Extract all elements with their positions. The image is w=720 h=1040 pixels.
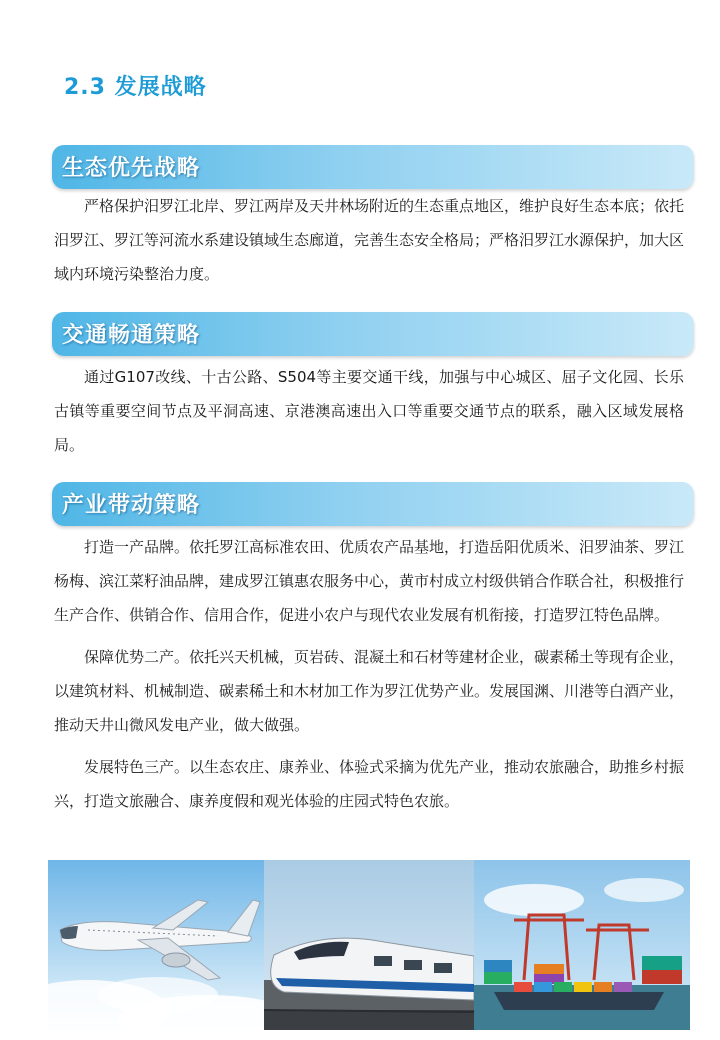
section-paragraph: 严格保护汨罗江北岸、罗江两岸及天井林场附近的生态重点地区，维护良好生态本底；依托汨罗江、罗江等河流水系建设镇域生态廊道，完善生态安全格局；严格汨罗江水源保护，加大区域内环境污染整治力度。 [54,197,685,283]
photo-strip [48,860,690,1030]
page-title: 2.3 发展战略 [64,75,207,100]
section-industry [52,482,694,818]
section-traffic [52,312,694,462]
section-banner [52,145,694,189]
section-banner [52,482,694,526]
port-photo [474,860,690,1030]
section-heading: 产业带动策略 [62,493,201,518]
train-photo [264,860,474,1030]
section-heading: 交通畅通策略 [62,323,201,348]
section-banner [52,312,694,356]
section-paragraph: 发展特色三产。以生态农庄、康养业、体验式采摘为优先产业，推动农旅融合，助推乡村振兴，打造文旅融合、康养度假和观光体验的庄园式特色农旅。 [54,758,685,810]
section-ecology [52,145,694,291]
section-paragraph: 保障优势二产。依托兴天机械，页岩砖、混凝土和石材等建材企业，碳素稀土等现有企业，以建筑材料、机械制造、碳素稀土和木材加工作为罗江优势产业。发展国渊、川港等白酒产业，推动天井山微风发电产业，做大做强。 [54,648,685,734]
section-paragraph: 通过G107改线、十古公路、S504等主要交通干线，加强与中心城区、屈子文化园、长乐古镇等重要空间节点及平洞高速、京港澳高速出入口等重要交通节点的联系，融入区域发展格局。 [54,368,684,454]
airplane-photo [48,860,264,1030]
section-heading: 生态优先战略 [62,156,201,181]
section-paragraph: 打造一产品牌。依托罗江高标准农田、优质农产品基地，打造岳阳优质米、汨罗油茶、罗江杨梅、滨江菜籽油品牌，建成罗江镇惠农服务中心，黄市村成立村级供销合作联合社，积极推行生产合作、供销合作、信用合作，促进小农户与现代农业发展有机衔接，打造罗江特色品牌。 [54,538,685,624]
